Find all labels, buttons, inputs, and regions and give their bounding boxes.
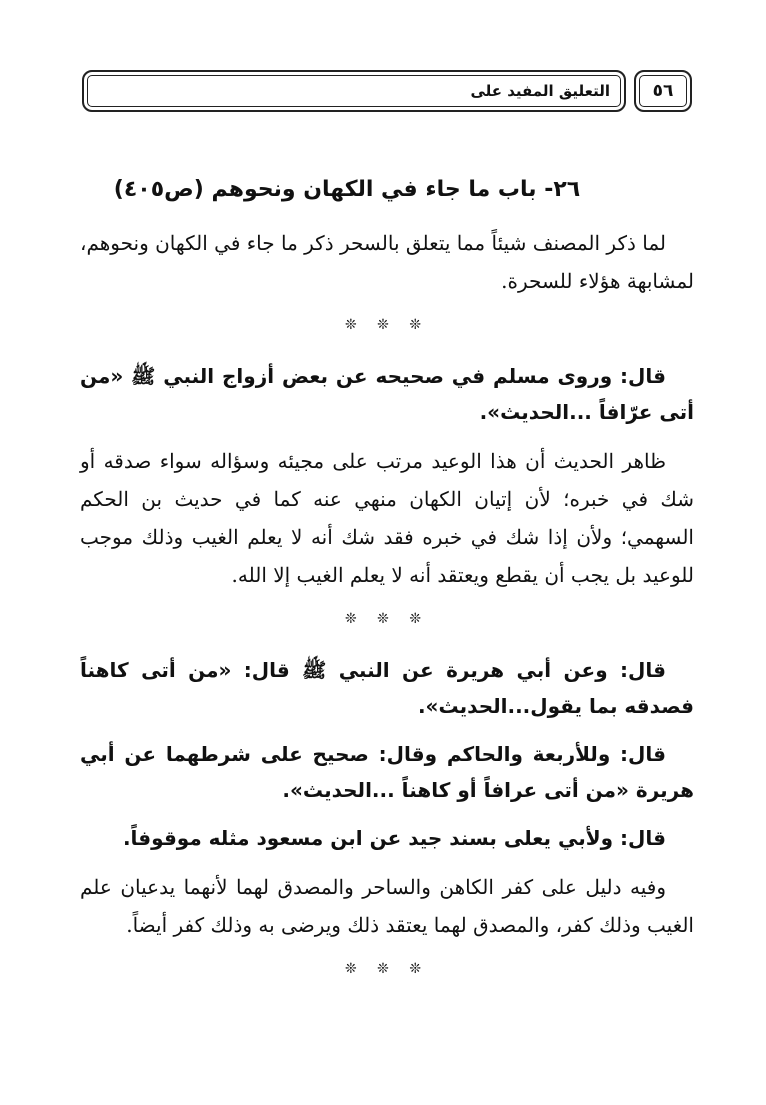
section-separator: ❊ ❊ ❊: [344, 317, 430, 333]
commentary-paragraph: لما ذكر المصنف شيئاً مما يتعلق بالسحر ذكر ما جاء في الكهان ونحوهم، لمشابهة هؤلاء للسحرة.: [79, 231, 694, 293]
page-number: ٥٦: [634, 70, 692, 112]
section-separator: ❊ ❊ ❊: [344, 611, 430, 627]
running-header-title: التعليق المفيد على: [470, 82, 610, 100]
quoted-text: قال: وللأربعة والحاكم وقال: صحيح على شرطهما عن أبي هريرة «من أتى عرافاً أو كاهناً ...الحديث».: [80, 742, 694, 802]
quoted-text: قال: ولأبي يعلى بسند جيد عن ابن مسعود مثله موقوفاً.: [122, 826, 666, 850]
page-content: [80, 170, 694, 1002]
quoted-text: قال: وروى مسلم في صحيحه عن بعض أزواج النبي ﷺ «من أتى عرّافاً ...الحديث».: [80, 364, 694, 424]
section-separator: ❊ ❊ ❊: [344, 961, 430, 977]
running-header: [82, 70, 626, 112]
commentary-paragraph: وفيه دليل على كفر الكاهن والساحر والمصدق لهما لأنهما يدعيان علم الغيب وذلك كفر، والمصدق لهما يعتقد ذلك ويرضى به وذلك كفر أيضاً.: [80, 875, 694, 937]
chapter-heading: ٢٦- باب ما جاء في الكهان ونحوهم (ص٤٠٥): [113, 177, 581, 202]
commentary-paragraph: ظاهر الحديث أن هذا الوعيد مرتب على مجيئه وسؤاله سواء صدقه أو شك في خبره؛ لأن إتيان الكهان منهي عنه كما في حديث بن الحكم السهمي؛ ولأن إذا شك في خبره فقد شك أنه لا يعلم الغيب وذلك موجب للوعيد بل يجب أن يقطع ويعتقد أنه لا يعلم الغيب إلا الله.: [80, 449, 694, 587]
quoted-text: قال: وعن أبي هريرة عن النبي ﷺ قال: «من أتى كاهناً فصدقه بما يقول...الحديث».: [80, 658, 694, 718]
